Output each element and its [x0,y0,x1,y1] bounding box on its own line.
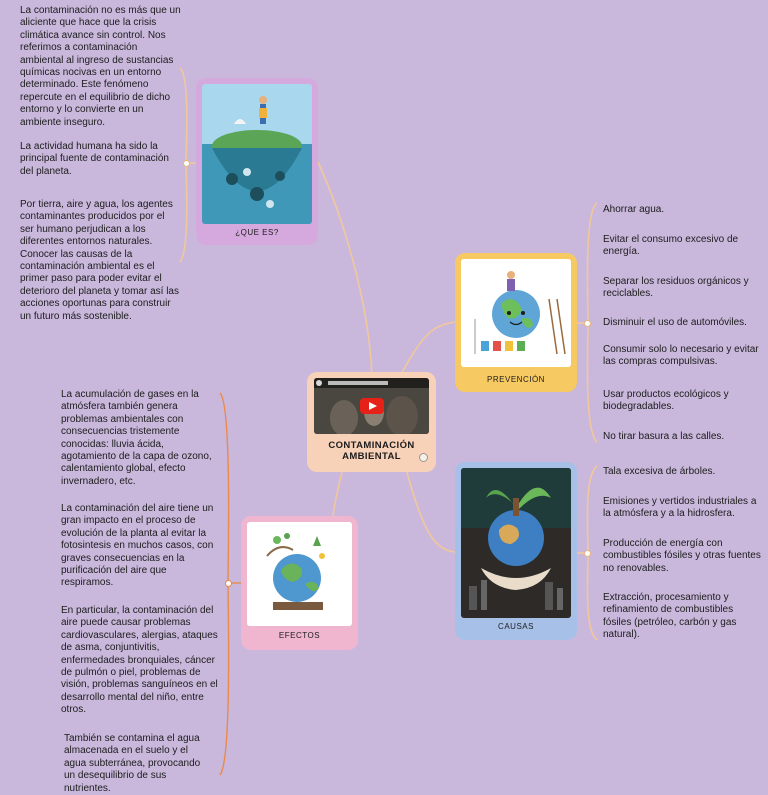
que-es-text-2: La actividad humana ha sido la principal fuente de contaminación del planeta. [20,141,169,177]
causas-item-2: Emisiones y vertidos industriales a la atmósfera y a la hidrosfera. [603,496,757,520]
prevencion-item-4: Disminuir el uso de automóviles. [603,317,747,328]
attachment-icon[interactable] [419,453,428,462]
efectos-text-2: La contaminación del aire tiene un gran impacto en el proceso de evolución de la planta al evitar la fotosintesis en muchos casos, con graves consecuencias en la purificación del aire que respiramos. [61,503,214,589]
junction-dot-causas [584,550,591,557]
youtube-play-icon[interactable] [360,398,384,414]
efectos-text-1: La acumulación de gases en la atmósfera también genera problemas ambientales con consecuencias tristemente conocidas: lluvia ácida, agotamiento de la capa de ozono, calentamiento global, efecto invernadero, etc. [61,389,212,487]
prevencion-item-6: Usar productos ecológicos y biodegradables. [603,389,729,413]
central-topic[interactable] [307,372,436,472]
efectos-illustration [247,522,352,626]
link-central-que-es [318,162,372,380]
causas-illustration [461,468,571,618]
causas-label: CAUSAS [498,622,534,631]
efectos-text-4: También se contamina el agua almacenada en el suelo y el agua subterránea, provocando un desequilibrio de sus nutrientes. [64,733,201,794]
causas-item-4: Extracción, procesamiento y refinamiento de combustibles fósiles (petróleo, carbón y gas natural). [603,592,737,641]
que-es-label: ¿QUE ES? [235,228,279,237]
prevencion-item-3: Separar los residuos orgánicos y reciclables. [603,276,749,300]
efectos-topic[interactable] [241,516,358,650]
prevencion-illustration [461,259,571,367]
prevencion-item-2: Evitar el consumo excesivo de energía. [603,234,739,258]
junction-dot-prevencion [584,320,591,327]
prevencion-item-7: No tirar basura a las calles. [603,431,725,442]
prevencion-item-1: Ahorrar agua. [603,204,665,215]
central-title-line-2: AMBIENTAL [342,451,401,462]
efectos-label: EFECTOS [278,631,321,640]
prevencion-topic[interactable] [455,253,577,392]
efectos-text-3: En particular, la contaminación del aire puede causar problemas cardiovasculares, alergias, ataques de asma, conjuntivitis, enfermedades bronquiales, cáncer de pulmón o piel, problemas de visión, problemas sanguíneos en el desarrollo mental del niño, entre otros. [61,605,218,716]
causas-item-3: Producción de energía con combustibles fósiles y otras fuentes no renovables. [603,538,761,574]
junction-dot-que-es [183,160,190,167]
que-es-text-3: Por tierra, aire y agua, los agentes contaminantes producidos por el ser humano perjudican a los diferentes entornos naturales. Conocer las causas de la contaminación ambiental es el primer paso para poder evitar el deterioro del planeta y tomar así las acciones oportunas para construir un futuro más sostenible. [20,199,179,322]
prevencion-item-5: Consumir solo lo necesario y evitar las compras compulsivas. [603,344,759,368]
central-video-thumbnail[interactable] [314,378,429,434]
prevencion-label: PREVENCIÓN [487,375,545,384]
que-es-text-1: La contaminación no es más que un aliciente que hace que la crisis climática avance sin control. Nos referimos a contaminación ambiental al ingreso de sustancias químicas nocivas en un entorno determinado. Este fenómeno repercute en el equilibrio de dicho entorno y lo convierte en un ambiente inseguro. [20,5,181,128]
causas-item-1: Tala excesiva de árboles. [603,466,716,477]
causas-topic[interactable] [455,462,577,640]
junction-dot-efectos [225,580,232,587]
que-es-topic[interactable] [196,78,318,245]
central-title-line-1: CONTAMINACIÓN [328,440,415,451]
link-central-prevencion [400,322,455,376]
que-es-illustration [202,84,312,224]
central-title [314,440,429,462]
